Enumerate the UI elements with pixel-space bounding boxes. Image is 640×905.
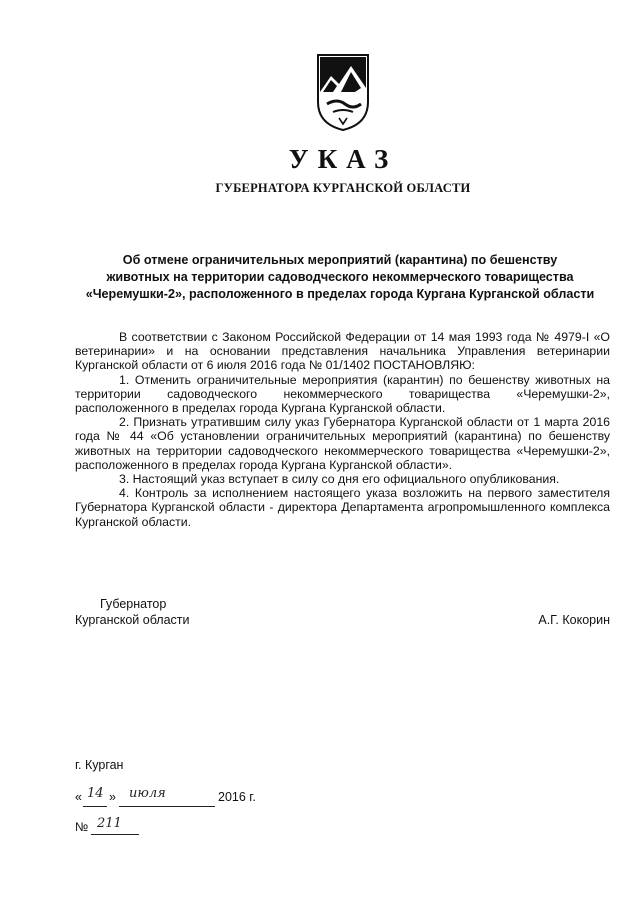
date-day-handwritten: 14 [87,786,104,801]
kurgan-coat-of-arms-icon [315,52,371,132]
document-title: УКАЗ [288,144,398,174]
item-2-paragraph: 2. Признать утратившим силу указ Губернатора Курганской области от 1 марта 2016 года № 44 «Об установлении ограничительных мероприятий (карантина) по бешенству животных на территории садоводческого некоммерческого товарищества «Черемушки-2», расположенного в пределах города Кургана Курганской области». [75,415,610,472]
decree-heading [70,252,610,303]
date-close-quote: » [109,790,116,804]
signer-name: А.Г. Кокорин [538,613,610,627]
preamble-paragraph: В соответствии с Законом Российской Федерации от 14 мая 1993 года № 4979-I «О ветеринарии» и на основании представления начальника Управления ветеринарии Курганской области от 6 июля 2016 года № 01/1402 ПОСТАНОВЛЯЮ: [75,330,610,373]
heading-line-1: Об отмене ограничительных мероприятий (карантина) по бешенству [122,253,558,267]
decree-number [75,818,195,840]
date-year: 2016 г. [218,790,256,804]
heading-line-2: животных на территории садоводческого некоммерческого товарищества [106,270,574,284]
date-day-underline [83,806,107,807]
item-4-paragraph: 4. Контроль за исполнением настоящего указа возложить на первого заместителя Губернатора Курганской области - директора Департамента агропромышленного комплекса Курганской области. [75,486,610,529]
signer-position-line-2: Курганской области [75,612,190,627]
date-month-underline [119,806,215,807]
place-of-signing: г. Курган [75,758,124,772]
signer-position-line-1: Губернатор [100,597,167,611]
item-1-paragraph: 1. Отменить ограничительные мероприятия (карантин) по бешенству животных на территории садоводческого некоммерческого товарищества «Черемушки-2», расположенного в пределах города Кургана Курганской области. [75,372,610,416]
document-subtitle: ГУБЕРНАТОРА КУРГАНСКОЙ ОБЛАСТИ [215,181,471,195]
date-month-handwritten: июля [129,786,166,801]
heading-line-3: «Черемушки-2», расположенного в пределах города Кургана Курганской области [85,287,595,301]
item-3-paragraph: 3. Настоящий указ вступает в силу со дня его официального опубликования. [119,472,560,487]
number-prefix: № [75,820,89,834]
decree-date [75,786,335,808]
number-underline [91,834,139,835]
decree-body [75,330,610,529]
date-open-quote: « [75,790,82,804]
signer-position [75,597,190,628]
number-handwritten: 211 [97,816,122,831]
